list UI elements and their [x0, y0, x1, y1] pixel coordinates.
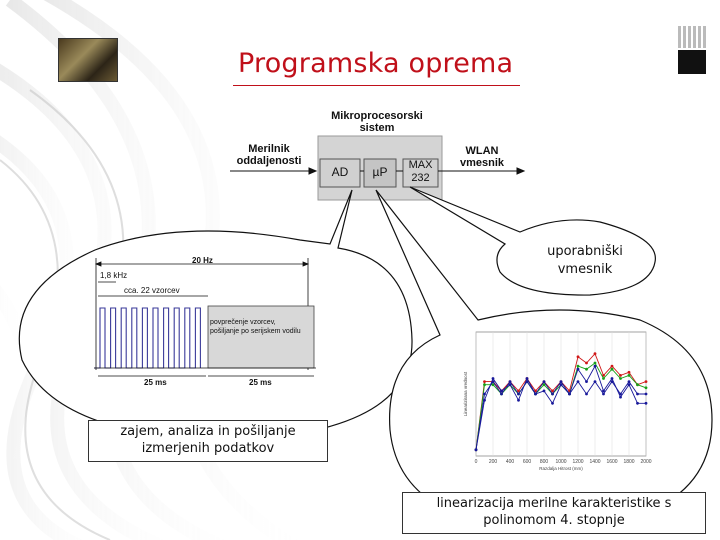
series-point-1 [645, 386, 648, 389]
y-axis-label: Linearizirana vrednost [463, 371, 468, 417]
acquisition-caption-line1: zajem, analiza in pošiljanje [120, 424, 296, 439]
sample-pulses [94, 308, 200, 368]
series-point-3 [585, 393, 588, 396]
series-point-3 [560, 380, 563, 383]
series-point-3 [568, 393, 571, 396]
series-point-3 [602, 393, 605, 396]
averaging-text-line1: povprečenje vzorcev, [210, 319, 276, 326]
series-point-3 [534, 393, 537, 396]
series-point-0 [611, 365, 614, 368]
acquisition-caption [88, 420, 328, 462]
user-interface-line2: vmesnik [557, 262, 613, 277]
series-point-3 [645, 393, 648, 396]
series-point-2 [645, 402, 648, 405]
series-point-0 [619, 374, 622, 377]
x-tick-label: 200 [488, 459, 498, 465]
linearization-caption [402, 492, 706, 534]
averaging-box [208, 306, 314, 368]
series-point-3 [577, 380, 580, 383]
output-label-line2: vmesnik [459, 157, 505, 169]
system-label-line1: Mikroprocesorski [331, 110, 423, 122]
averaging-text [210, 318, 301, 336]
x-tick-label: 1000 [555, 459, 567, 465]
x-tick-label: 2000 [640, 459, 652, 465]
series-point-1 [577, 365, 580, 368]
output-label-line1: WLAN [465, 145, 499, 157]
series-point-2 [551, 402, 554, 405]
series-point-2 [619, 396, 622, 399]
acquisition-caption-line2: izmerjenih podatkov [141, 441, 275, 456]
series-point-3 [628, 380, 631, 383]
series-point-3 [611, 380, 614, 383]
series-point-0 [483, 380, 486, 383]
series-point-2 [517, 399, 520, 402]
series-point-3 [551, 393, 554, 396]
ad-label: AD [331, 165, 349, 179]
right-duration-label: 25 ms [249, 378, 272, 387]
linearization-caption-line1: linearizacija merilne karakteristike s [436, 496, 672, 511]
series-point-2 [577, 368, 580, 371]
series-point-2 [636, 402, 639, 405]
input-label-line2: oddaljenosti [236, 155, 302, 167]
series-point-3 [475, 448, 478, 451]
series-point-3 [483, 393, 486, 396]
linearization-chart [462, 326, 654, 472]
series-point-1 [483, 383, 486, 386]
x-tick-label: 1600 [606, 459, 618, 465]
slide-title: Programska oprema [238, 48, 514, 79]
x-tick-label: 600 [522, 459, 532, 465]
x-tick-label: 800 [539, 459, 549, 465]
series-point-0 [645, 380, 648, 383]
max232-label-line2: 232 [411, 172, 430, 184]
series-point-3 [500, 393, 503, 396]
linearization-caption-line2: polinomom 4. stopnje [483, 513, 625, 528]
series-point-0 [628, 371, 631, 374]
series-point-1 [594, 362, 597, 365]
x-tick-label: 1400 [589, 459, 601, 465]
x-axis-label: Razdalja Hitrost (mm) [539, 466, 583, 471]
series-point-0 [585, 362, 588, 365]
max232-label-line1: MAX [408, 159, 433, 171]
series-point-3 [543, 380, 546, 383]
sample-rate-label: 1,8 kHz [100, 271, 128, 280]
series-point-0 [594, 352, 597, 355]
input-label-line1: Merilnik [248, 143, 290, 155]
series-point-2 [611, 377, 614, 380]
series-point-3 [492, 380, 495, 383]
up-label: µP [372, 165, 388, 179]
series-point-1 [611, 368, 614, 371]
series-point-2 [543, 390, 546, 393]
input-arrowhead [309, 168, 316, 174]
series-point-2 [585, 380, 588, 383]
series-point-3 [509, 380, 512, 383]
series-point-1 [628, 374, 631, 377]
system-label [322, 110, 432, 134]
series-point-3 [526, 380, 529, 383]
series-point-1 [602, 377, 605, 380]
system-label-line2: sistem [359, 122, 395, 134]
series-point-2 [492, 377, 495, 380]
series-point-1 [585, 368, 588, 371]
series-point-1 [636, 383, 639, 386]
x-tick-label: 0 [474, 459, 478, 465]
series-point-3 [594, 380, 597, 383]
pulse-train [94, 308, 200, 368]
sample-count-label: cca. 22 vzorcev [124, 286, 180, 295]
period-dim-arrow-left [96, 262, 101, 266]
left-duration-label: 25 ms [144, 378, 167, 387]
averaging-text-line2: pošiljanje po serijskem vodilu [210, 328, 301, 335]
series-point-3 [619, 393, 622, 396]
series-point-3 [517, 393, 520, 396]
max232-label [403, 159, 438, 185]
user-interface-line1: uporabniški [547, 244, 623, 259]
x-tick-label: 400 [505, 459, 515, 465]
output-arrowhead [517, 168, 524, 174]
period-label: 20 Hz [192, 256, 213, 265]
period-dim-arrow-right [303, 262, 308, 266]
series-point-1 [619, 377, 622, 380]
input-label [226, 143, 312, 167]
x-tick-label: 1200 [572, 459, 584, 465]
user-interface-text [530, 243, 640, 279]
series-point-2 [526, 377, 529, 380]
series-point-0 [577, 355, 580, 358]
x-tick-label: 1800 [623, 459, 635, 465]
series-point-2 [594, 365, 597, 368]
series-point-3 [636, 393, 639, 396]
output-label [448, 145, 516, 169]
